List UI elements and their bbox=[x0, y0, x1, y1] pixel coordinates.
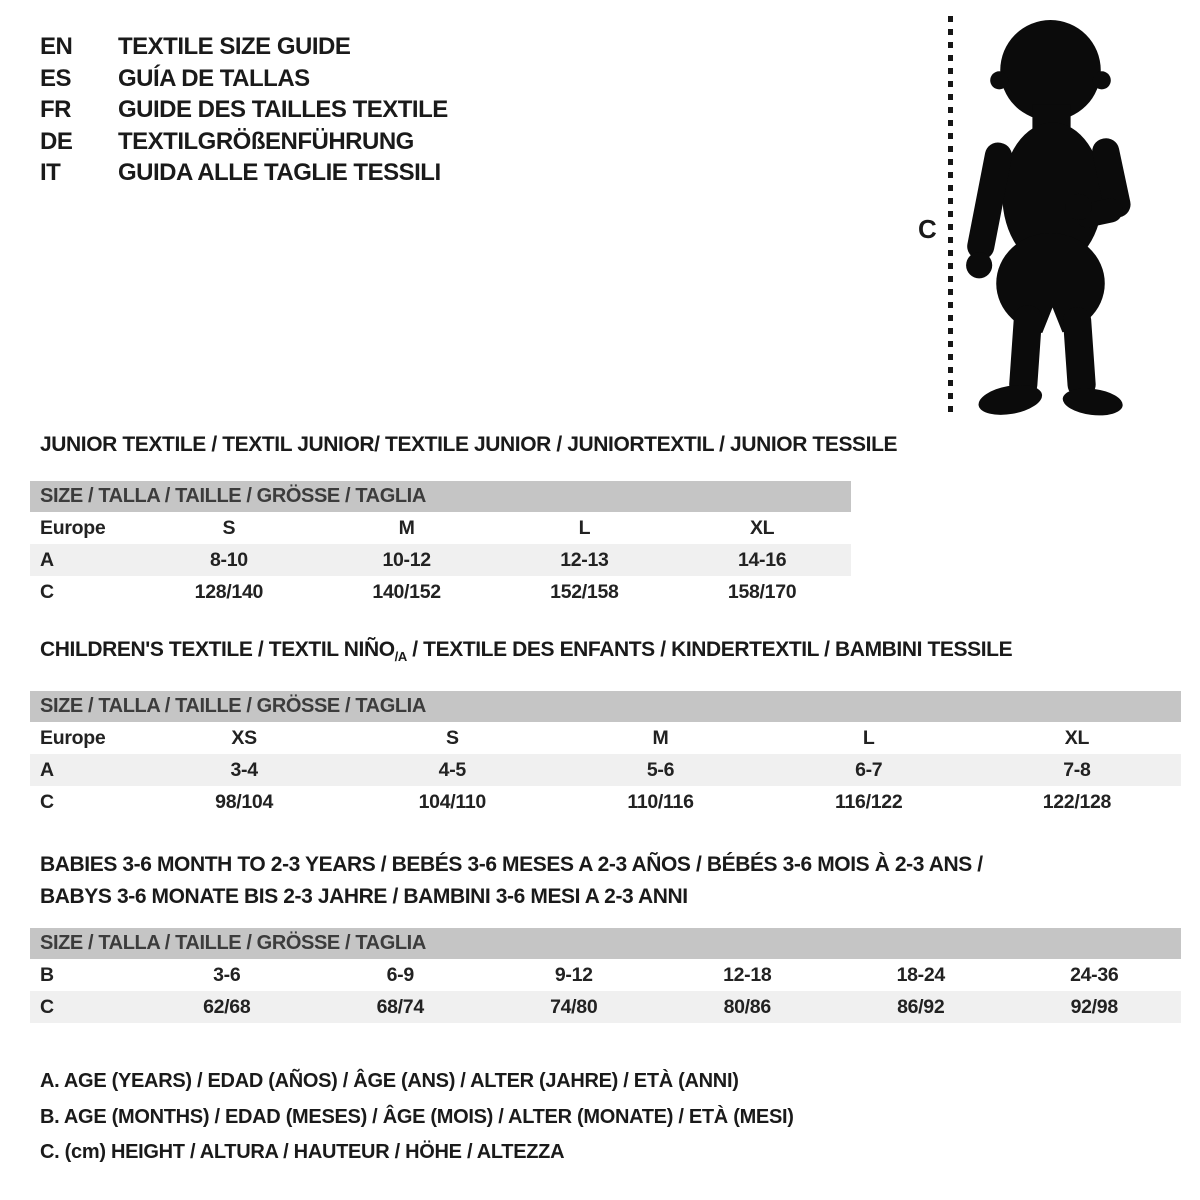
row-label: C bbox=[40, 790, 54, 813]
table-row-height-cm bbox=[30, 991, 1181, 1023]
language-title: TEXTILGRÖßENFÜHRUNG bbox=[118, 127, 414, 155]
age-cell: 3-6 bbox=[213, 963, 241, 986]
table-row-height-cm bbox=[30, 576, 851, 608]
language-title: TEXTILE SIZE GUIDE bbox=[118, 33, 351, 60]
height-cell: 68/74 bbox=[376, 995, 424, 1018]
age-cell: 24-36 bbox=[1070, 963, 1119, 986]
age-cell: 8-10 bbox=[209, 548, 248, 571]
row-label: C bbox=[40, 580, 54, 603]
language-code: DE bbox=[40, 127, 73, 155]
table-row-age-months bbox=[30, 959, 1181, 991]
language-code: IT bbox=[40, 159, 61, 186]
table-row-europe bbox=[30, 722, 1181, 754]
age-cell: 12-13 bbox=[560, 548, 609, 571]
size-cell: M bbox=[652, 726, 669, 749]
babies-table-size-header: SIZE / TALLA / TAILLE / GRÖSSE / TAGLIA bbox=[30, 928, 1181, 959]
row-label: A bbox=[40, 548, 54, 571]
row-label: Europe bbox=[40, 726, 106, 749]
children-size-table bbox=[30, 691, 1181, 818]
language-title: GUÍA DE TALLAS bbox=[118, 64, 310, 92]
age-cell: 6-9 bbox=[386, 963, 414, 986]
age-cell: 3-4 bbox=[230, 758, 258, 781]
height-measure-dashed-line bbox=[948, 16, 953, 415]
height-cell: 116/122 bbox=[835, 790, 903, 813]
size-cell: L bbox=[862, 726, 875, 749]
age-cell: 12-18 bbox=[723, 963, 772, 986]
age-cell: 5-6 bbox=[646, 758, 675, 781]
language-row-it bbox=[40, 157, 448, 189]
size-cell: XL bbox=[749, 516, 775, 539]
children-title-subscript: /A bbox=[394, 649, 407, 665]
language-row-en bbox=[40, 31, 448, 63]
babies-title-line2: BABYS 3-6 MONATE BIS 2-3 JAHRE / BAMBINI 3-6 MESI A 2-3 ANNI bbox=[40, 885, 688, 908]
babies-title-line1: BABIES 3-6 MONTH TO 2-3 YEARS / BEBÉS 3-6 MESES A 2-3 AÑOS / BÉBÉS 3-6 MOIS À 2-3 ANS / bbox=[40, 853, 983, 876]
table-row-europe bbox=[30, 512, 851, 544]
children-section-title bbox=[30, 638, 1181, 664]
language-title-list bbox=[40, 31, 448, 189]
height-cell: 92/98 bbox=[1070, 995, 1118, 1018]
language-title: GUIDA ALLE TAGLIE TESSILI bbox=[118, 159, 441, 186]
height-cell: 98/104 bbox=[215, 790, 274, 813]
table-row-height-cm bbox=[30, 786, 1181, 818]
legend-age-years: A. AGE (YEARS) / EDAD (AÑOS) / ÂGE (ANS) / ALTER (JAHRE) / ETÀ (ANNI) bbox=[40, 1070, 739, 1092]
language-title: GUIDE DES TAILLES TEXTILE bbox=[118, 96, 448, 123]
size-cell: L bbox=[578, 516, 591, 539]
height-cell: 110/116 bbox=[627, 790, 694, 813]
height-cell: 104/110 bbox=[418, 790, 486, 813]
age-cell: 6-7 bbox=[855, 758, 883, 781]
language-row-de bbox=[40, 126, 448, 158]
age-cell: 18-24 bbox=[896, 963, 945, 986]
junior-section-title: JUNIOR TEXTILE / TEXTIL JUNIOR/ TEXTILE JUNIOR / JUNIORTEXTIL / JUNIOR TESSILE bbox=[40, 433, 898, 456]
table-row-age-years bbox=[30, 544, 851, 576]
babies-textile-section bbox=[30, 849, 1181, 1023]
height-cell: 140/152 bbox=[372, 580, 441, 603]
children-title-part1: CHILDREN'S TEXTILE / TEXTIL NIÑO bbox=[40, 638, 395, 661]
junior-size-table bbox=[30, 481, 851, 608]
toddler-silhouette-icon bbox=[960, 14, 1140, 416]
height-cell: 122/128 bbox=[1042, 790, 1112, 813]
children-title-part2: / TEXTILE DES ENFANTS / KINDERTEXTIL / BAMBINI TESSILE bbox=[406, 638, 1013, 661]
babies-size-table bbox=[30, 928, 1181, 1023]
age-cell: 4-5 bbox=[438, 758, 466, 781]
size-cell: S bbox=[445, 726, 459, 749]
table-row-age-years bbox=[30, 754, 1181, 786]
language-row-fr bbox=[40, 94, 448, 126]
legend-height-cm: C. (cm) HEIGHT / ALTURA / HAUTEUR / HÖHE / ALTEZZA bbox=[40, 1141, 565, 1163]
children-table-size-header: SIZE / TALLA / TAILLE / GRÖSSE / TAGLIA bbox=[30, 691, 1181, 722]
language-code: EN bbox=[40, 33, 73, 60]
height-cell: 80/86 bbox=[723, 995, 771, 1018]
height-measure-label: C bbox=[918, 214, 937, 244]
height-cell: 86/92 bbox=[897, 995, 945, 1018]
measurement-legend bbox=[40, 1064, 794, 1171]
size-cell: M bbox=[398, 516, 415, 539]
height-cell: 62/68 bbox=[203, 995, 251, 1018]
size-cell: XS bbox=[231, 726, 257, 749]
age-cell: 7-8 bbox=[1063, 758, 1091, 781]
size-cell: S bbox=[222, 516, 236, 539]
language-code: FR bbox=[40, 96, 71, 123]
babies-section-title bbox=[30, 849, 1181, 913]
age-cell: 10-12 bbox=[382, 548, 431, 571]
height-cell: 74/80 bbox=[550, 995, 598, 1018]
row-label: Europe bbox=[40, 516, 106, 539]
language-code: ES bbox=[40, 64, 72, 92]
age-cell: 9-12 bbox=[554, 963, 593, 986]
row-label: A bbox=[40, 758, 54, 781]
height-cell: 128/140 bbox=[194, 580, 264, 603]
legend-age-months: B. AGE (MONTHS) / EDAD (MESES) / ÂGE (MOIS) / ALTER (MONATE) / ETÀ (MESI) bbox=[40, 1105, 794, 1128]
language-row-es bbox=[40, 63, 448, 95]
children-textile-section bbox=[30, 638, 1181, 818]
height-cell: 152/158 bbox=[550, 580, 619, 603]
age-cell: 14-16 bbox=[737, 548, 787, 571]
height-cell: 158/170 bbox=[727, 580, 797, 603]
size-cell: XL bbox=[1064, 726, 1090, 749]
junior-textile-section bbox=[30, 433, 898, 608]
row-label: B bbox=[40, 963, 54, 986]
junior-table-size-header: SIZE / TALLA / TAILLE / GRÖSSE / TAGLIA bbox=[30, 481, 851, 512]
row-label: C bbox=[40, 995, 54, 1018]
